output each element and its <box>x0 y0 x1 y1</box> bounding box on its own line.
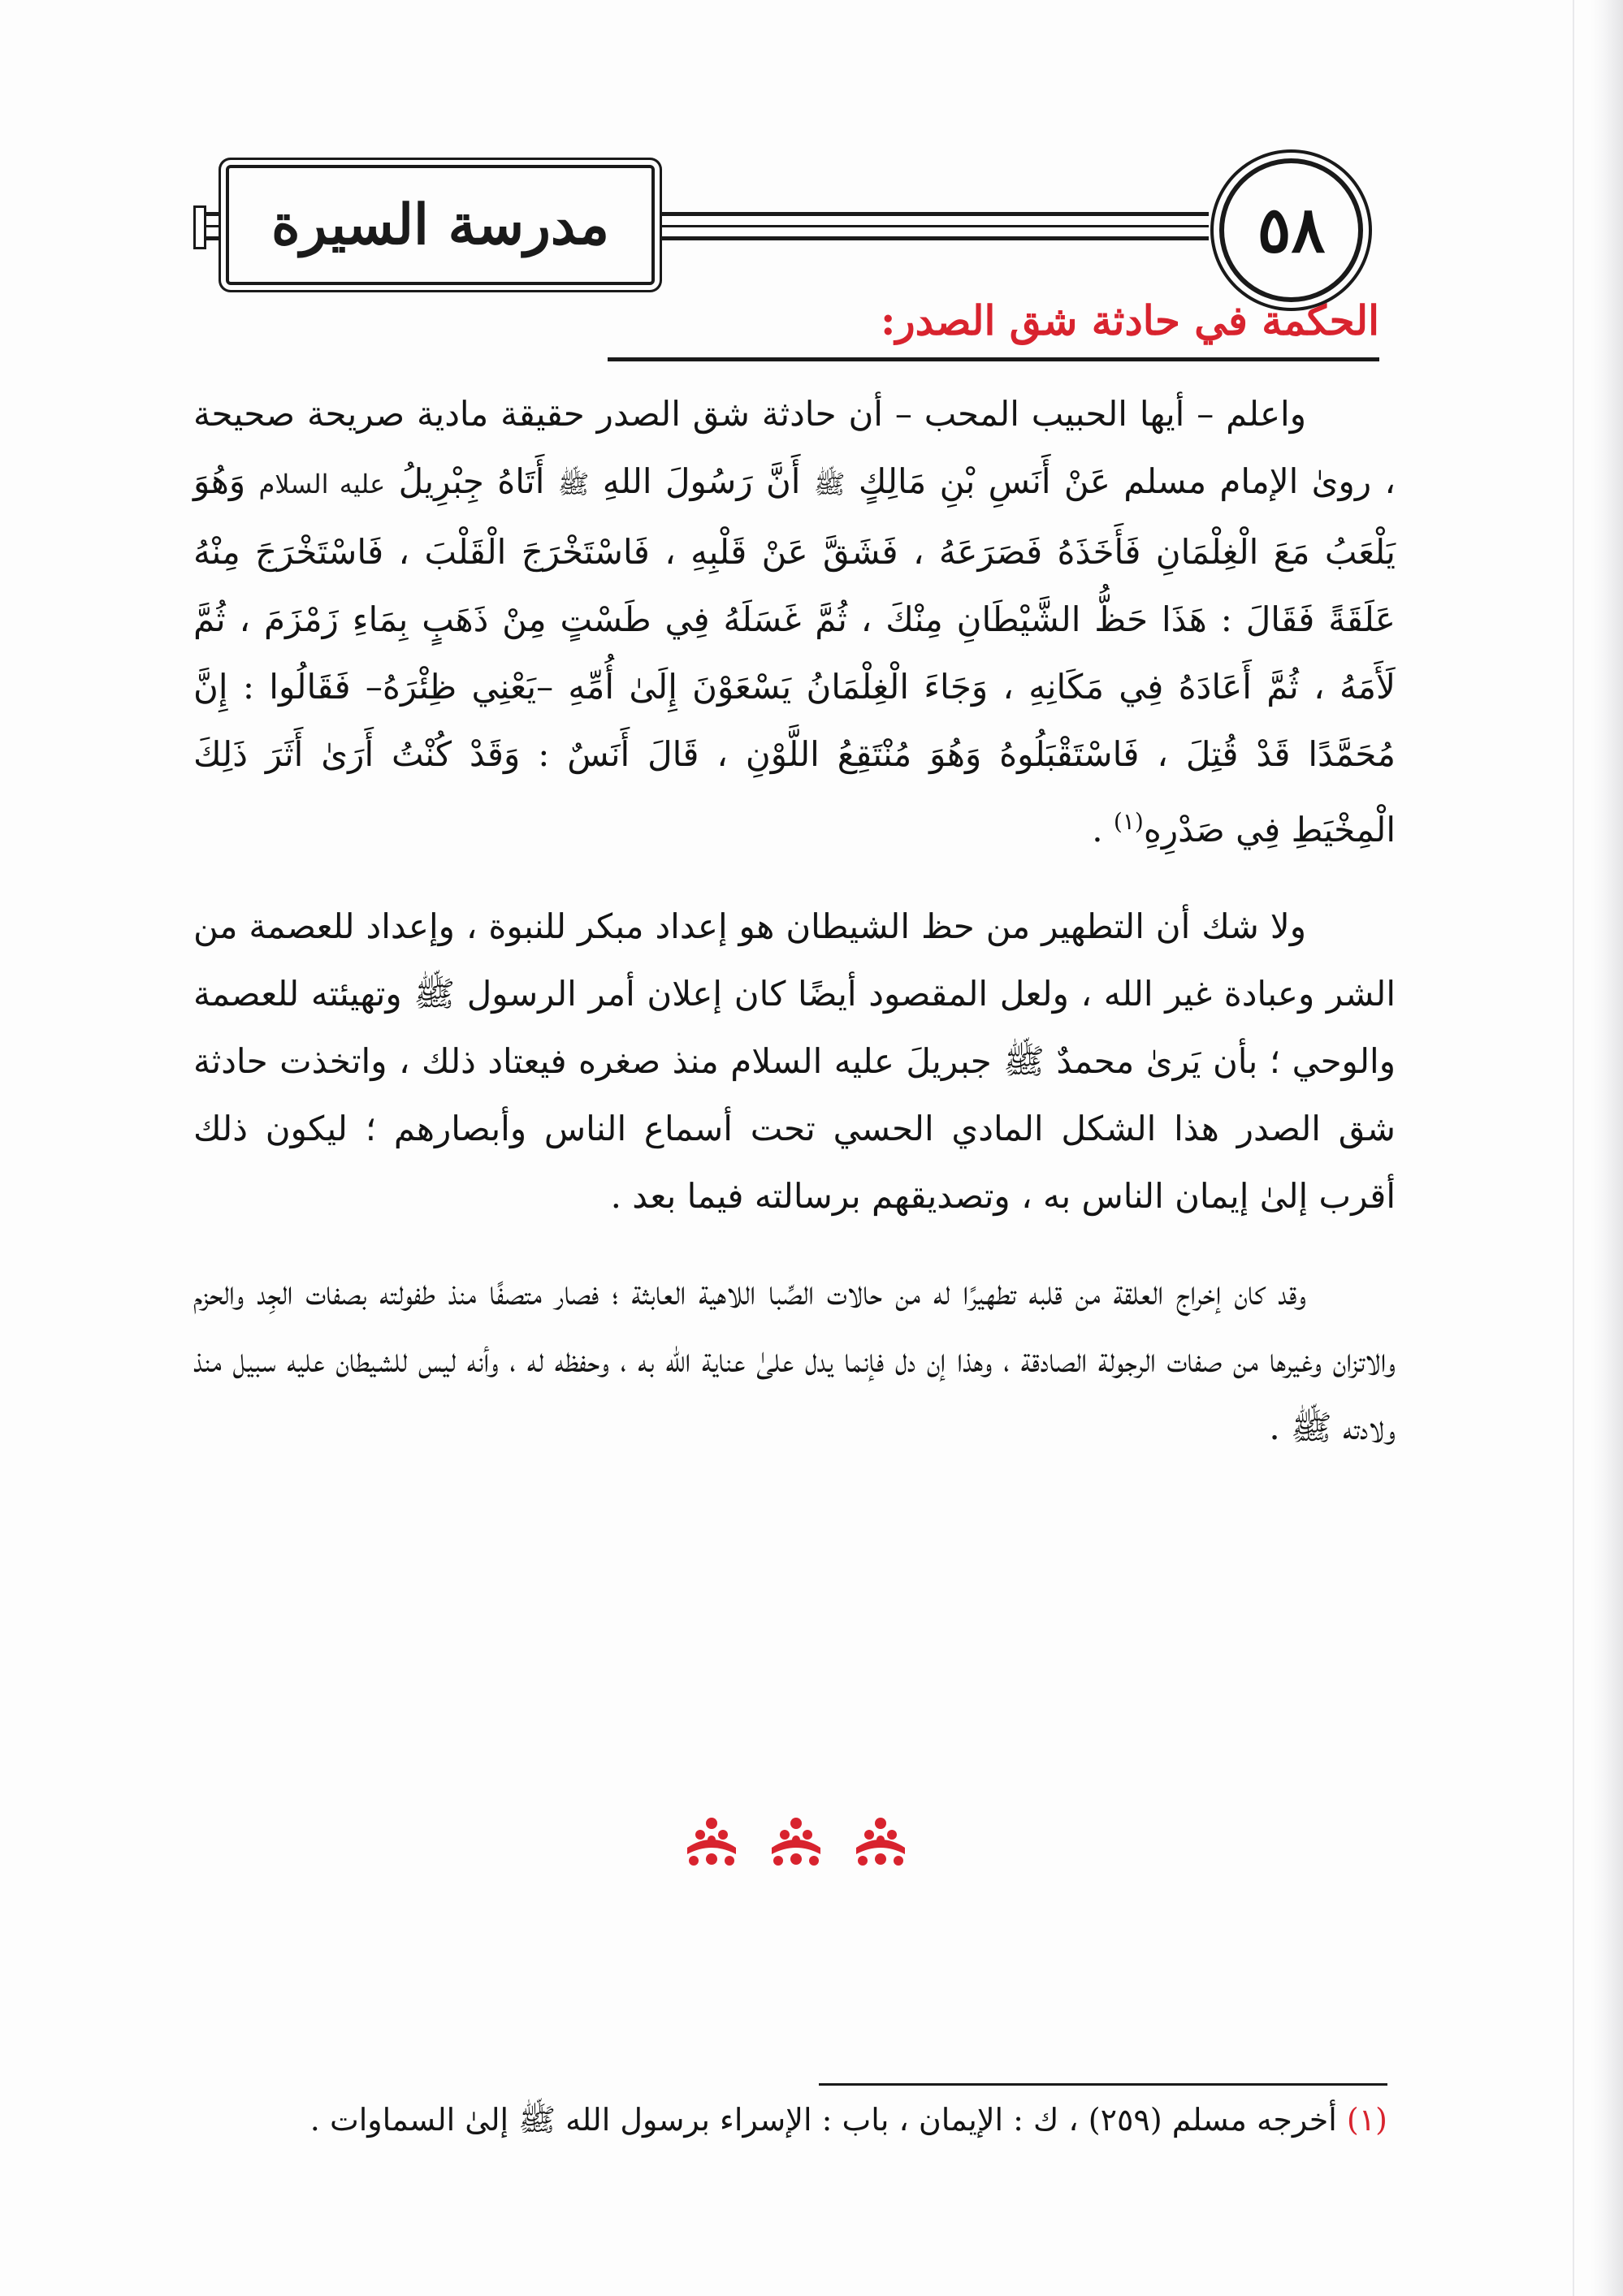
honorific-mark-1: ﷺ <box>813 469 846 499</box>
section-title: الحكمة في حادثة شق الصدر: <box>881 296 1379 344</box>
paragraph-1-part-b: أَنَّ رَسُولَ اللهِ <box>589 461 814 501</box>
book-title-frame <box>226 165 655 285</box>
paragraph-1 <box>193 380 1396 863</box>
page-number: ٥٨ <box>1257 193 1326 267</box>
footnote-text: أخرجه مسلم (٢٥٩) ، ك : الإيمان ، باب : الإسراء برسول الله ﷺ إلىٰ السماوات . <box>309 2102 1347 2138</box>
book-title: مدرسة السيرة <box>271 192 610 257</box>
paragraph-1-part-d: وَهُوَ يَلْعَبُ مَعَ الْغِلْمَانِ فَأَخَذَهُ فَصَرَعَهُ ، فَشَقَّ عَنْ قَلْبِهِ ، فَاسْتَخْرَجَ الْقَلْبَ ، فَاسْتَخْرَجَ مِنْهُ عَلَقَةً فَقَالَ : هَذَا حَظُّ الشَّيْطَانِ مِنْكَ ، ثُمَّ غَسَلَهُ فِي طَسْتٍ مِنْ ذَهَبٍ بِمَاءِ زَمْزَمَ ، ثُمَّ لَأَمَهُ ، ثُمَّ أَعَادَهُ فِي مَكَانِهِ ، وَجَاءَ الْغِلْمَانُ يَسْعَوْنَ إِلَىٰ أُمِّهِ –يَعْنِي ظِئْرَهُ– فَقَالُوا : إِنَّ مُحَمَّدًا قَدْ قُتِلَ ، فَاسْتَقْبَلُوهُ وَهُوَ مُنْتَقِعُ اللَّوْنِ ، قَالَ أَنَسٌ : وَقَدْ كُنْتُ أَرَىٰ أَثَرَ ذَلِكَ الْمِخْيَطِ فِي صَدْرِهِ <box>193 461 1396 850</box>
footnote-reference[interactable]: (١) <box>1113 808 1144 835</box>
page-number-badge <box>1219 158 1363 302</box>
section-end-ornaments <box>682 1815 910 1872</box>
paragraph-2: ولا شك أن التطهير من حظ الشيطان هو إعداد مبكر للنبوة ، وإعداد للعصمة من الشر وعبادة غير الله ، ولعل المقصود أيضًا كان إعلان أمر الرسول ﷺ وتهيئته للعصمة والوحي ؛ بأن يَرىٰ محمدٌ ﷺ جبريلَ عليه السلام منذ صغره فيعتاد ذلك ، واتخذت حادثة شق الصدر هذا الشكل المادي الحسي تحت أسماع الناس وأبصارهم ؛ ليكون ذلك أقرب إلىٰ إيمان الناس به ، وتصديقهم برسالته فيما بعد . <box>193 906 1396 1216</box>
paragraph-3: وقد كان إخراج العلقة من قلبه تطهيرًا له من حالات الصِّبا اللاهية العابثة ؛ فصار متصفًا منذ طفولته بصفات الجِد والحزم والاتزان وغيرها من صفات الرجولة الصادقة ، وهذا إن دل فإنما يدل علىٰ عناية الله به ، وحفظه له ، وأنه ليس للشيطان عليه سبيل منذ ولادته ﷺ . <box>193 1273 1396 1447</box>
paragraph-1-part-c: أَتَاهُ جِبْرِيلُ <box>385 461 558 501</box>
section-title-underline <box>608 357 1379 361</box>
page-header <box>193 158 1396 288</box>
floral-ornament-icon <box>767 1815 825 1867</box>
floral-ornament-icon <box>682 1815 741 1867</box>
footnote-number: (١) <box>1346 2102 1387 2138</box>
footnote <box>226 2095 1387 2144</box>
floral-ornament-icon <box>851 1815 910 1867</box>
page-edge-line <box>1573 0 1574 2296</box>
honorific-mark-2: ﷺ <box>557 469 590 499</box>
footnote-separator <box>819 2083 1387 2086</box>
page-edge-shadow <box>1591 0 1623 2296</box>
body-text <box>193 380 1396 1461</box>
honorific-mark-3: عليه السلام <box>258 469 386 499</box>
paragraph-1-part-a: واعلم – أيها الحبيب المحب – أن حادثة شق الصدر حقيقة مادية صريحة صحيحة ، روىٰ الإمام مسلم عَنْ أَنَسِ بْنِ مَالِكٍ <box>193 394 1396 501</box>
paragraph-1-end: . <box>1092 810 1114 850</box>
header-rule-end-cap <box>193 205 206 249</box>
